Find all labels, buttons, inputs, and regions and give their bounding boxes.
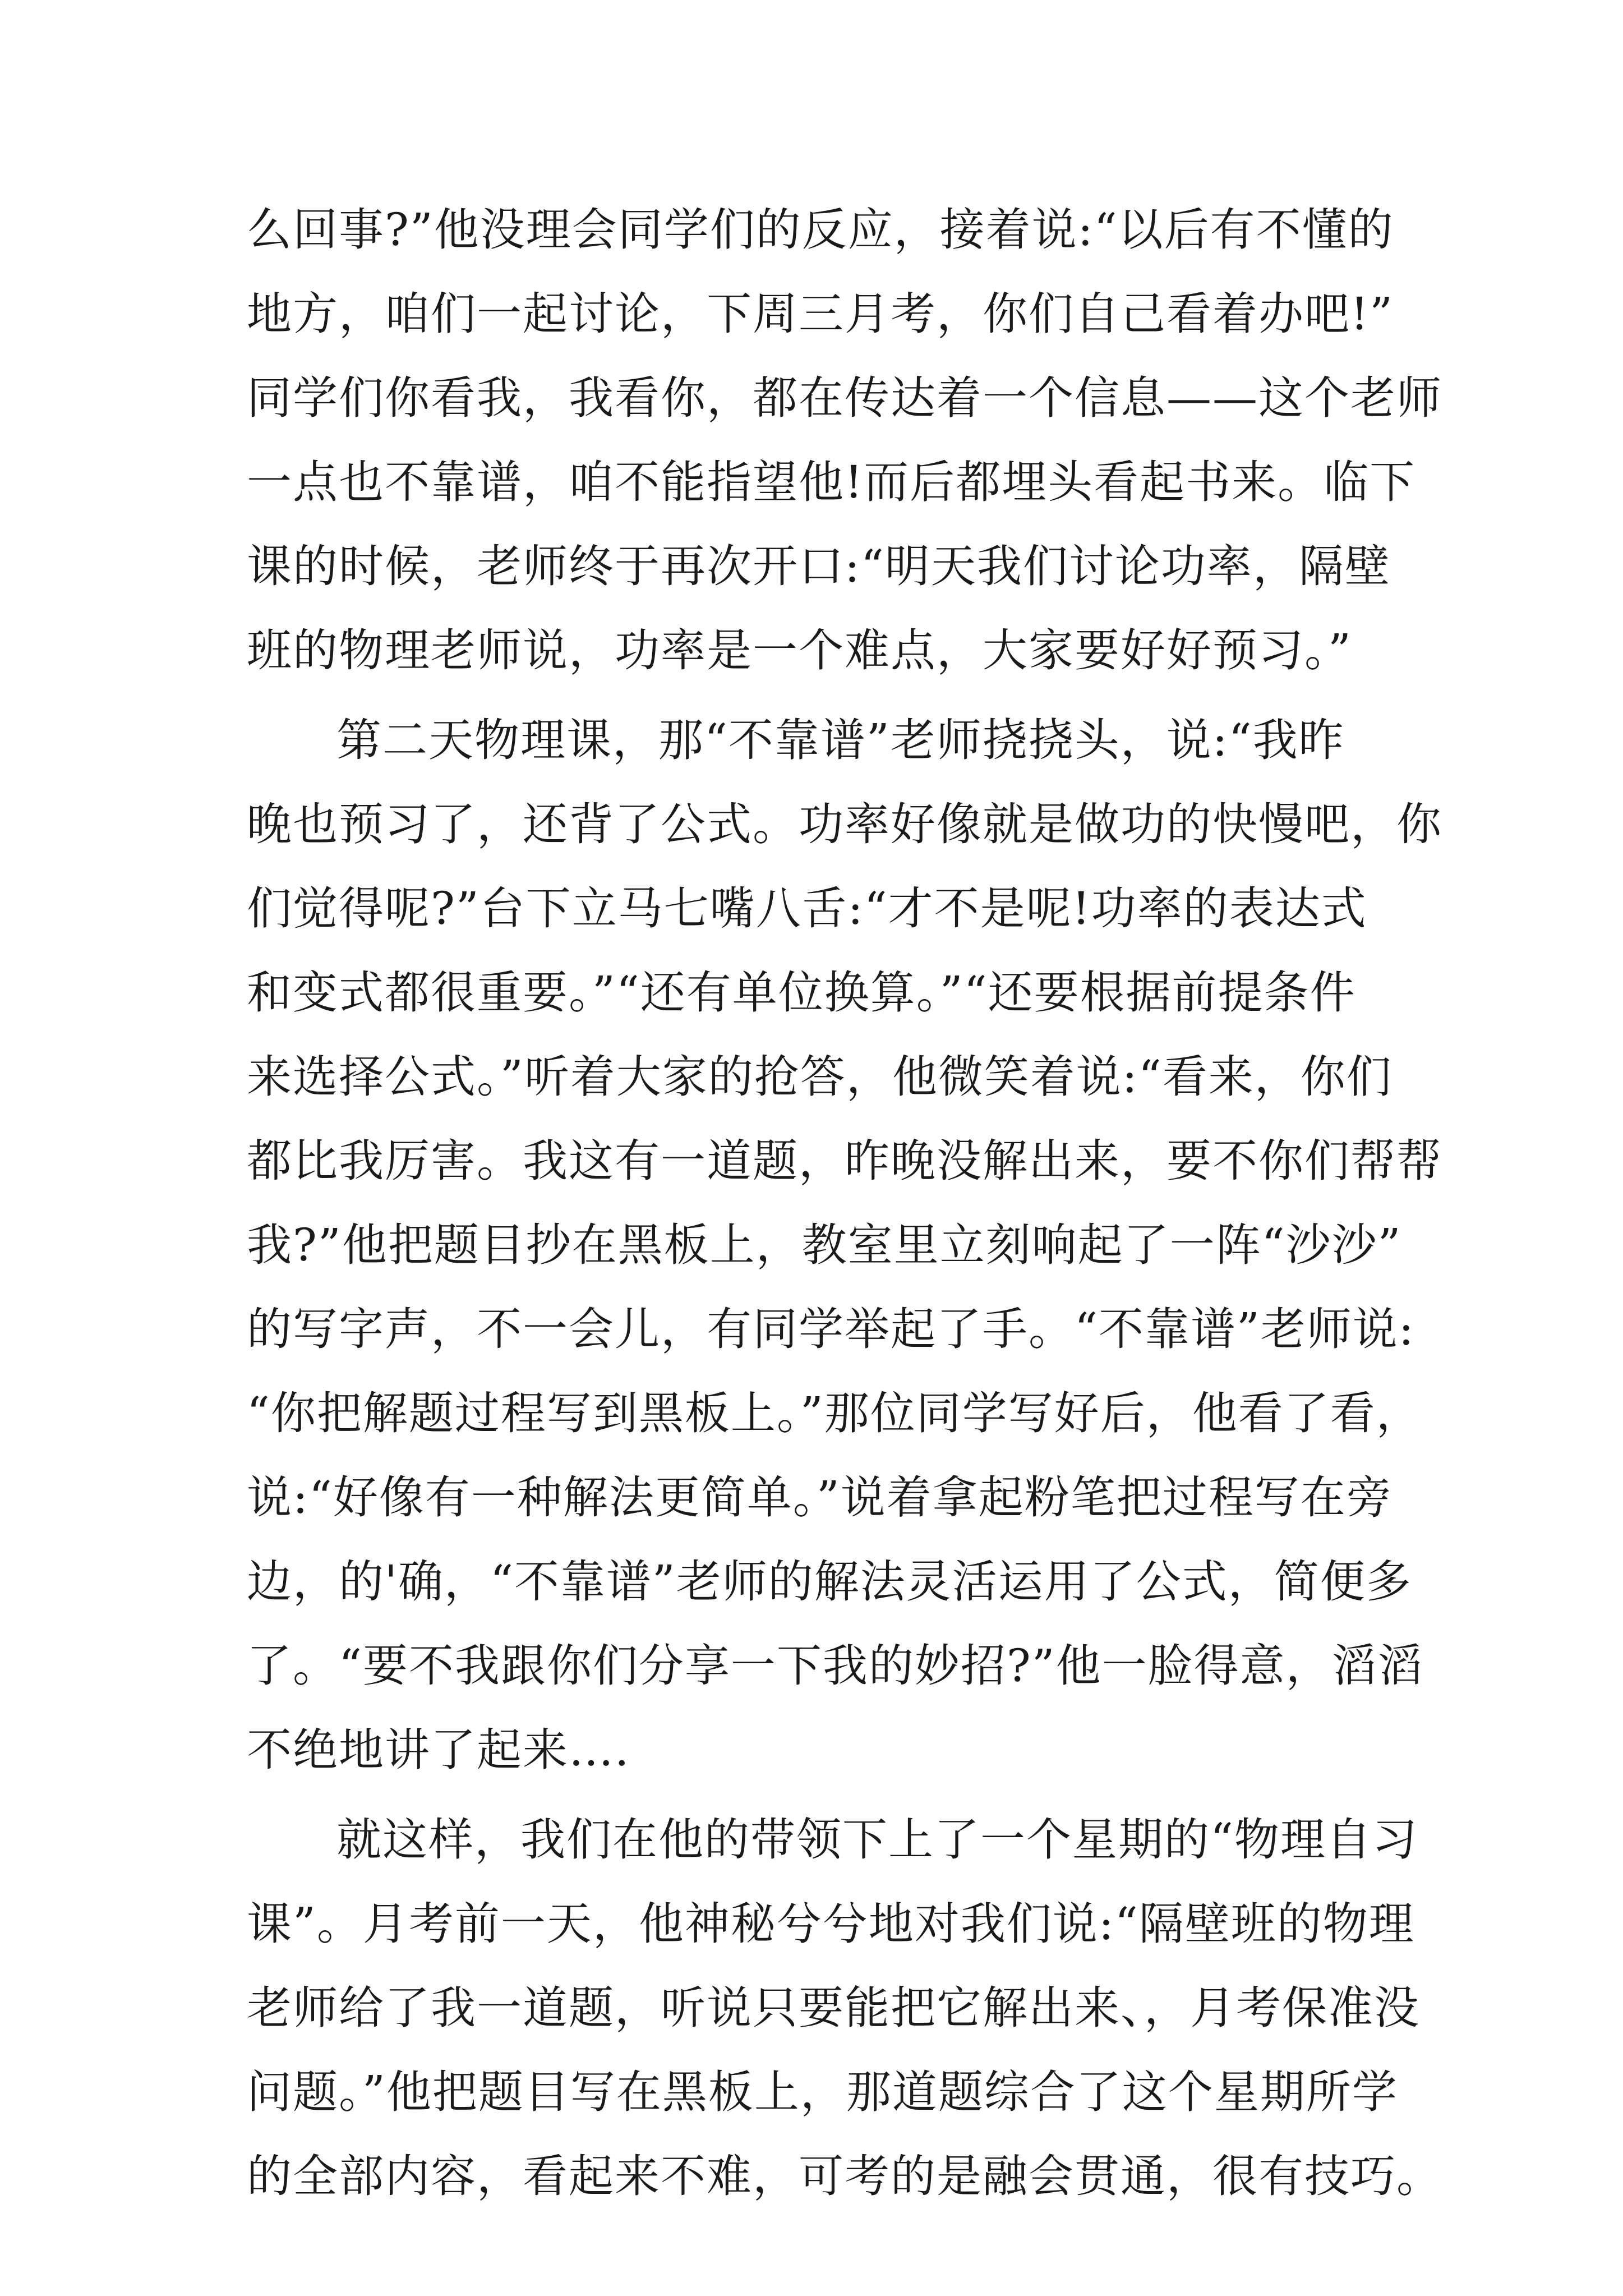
- text-line: 地方，咱们一起讨论，下周三月考，你们自己看着办吧!”: [247, 288, 1394, 340]
- text-line: 的全部内容，看起来不难，可考的是融会贯通，很有技巧。: [247, 2150, 1442, 2202]
- paragraph-2: [247, 698, 1442, 2219]
- text-line: 了。“要不我跟你们分享一下我的妙招?”他一脸得意，滔滔: [247, 1640, 1424, 1692]
- text-line: 边，的'确，“不靠谱”老师的解法灵活运用了公式，简便多: [247, 1556, 1412, 1608]
- text-line: 晚也预习了，还背了公式。功率好像就是做功的快慢吧，你: [247, 798, 1442, 850]
- text-line-first: 第二天物理课，那“不靠谱”老师挠挠头，说:“我昨: [336, 714, 1345, 766]
- text-line: 我?”他把题目抄在黑板上，教室里立刻响起了一阵“沙沙”: [247, 1219, 1402, 1271]
- text-line: 的写字声，不一会儿，有同学举起了手。“不靠谱”老师说:: [247, 1303, 1415, 1355]
- body-text: [247, 188, 1442, 2219]
- text-line: 课”。月考前一天，他神秘兮兮地对我们说:“隔壁班的物理: [247, 1898, 1415, 1950]
- text-line-first: 就这样，我们在他的带领下上了一个星期的“物理自习: [336, 1814, 1418, 1866]
- text-line: 课的时候，老师终于再次开口:“明天我们讨论功率，隔壁: [247, 540, 1391, 592]
- text-line: “你把解题过程写到黑板上。”那位同学写好后，他看了看，: [247, 1387, 1422, 1439]
- text-line: 一点也不靠谱，咱不能指望他!而后都埋头看起书来。临下: [247, 456, 1416, 508]
- text-line: 来选择公式。”听着大家的抢答，他微笑着说:“看来，你们: [247, 1051, 1393, 1103]
- text-line: 问题。”他把题目写在黑板上，那道题综合了这个星期所学: [247, 2066, 1398, 2118]
- text-line: 说:“好像有一种解法更简单。”说着拿起粉笔把过程写在旁: [247, 1471, 1393, 1524]
- text-line: 不绝地讲了起来….: [247, 1724, 630, 1776]
- paragraph-1: [247, 188, 1442, 693]
- text-line: 都比我厉害。我这有一道题，昨晚没解出来，要不你们帮帮: [247, 1135, 1442, 1187]
- text-line: 班的物理老师说，功率是一个难点，大家要好好预习。”: [247, 624, 1352, 677]
- text-line: 和变式都很重要。”“还有单位换算。”“还要根据前提条件: [247, 967, 1356, 1019]
- text-line: 同学们你看我，我看你，都在传达着一个信息——这个老师: [247, 372, 1442, 424]
- text-line: 么回事?”他没理会同学们的反应，接着说:“以后有不懂的: [247, 204, 1394, 256]
- text-line: 们觉得呢?”台下立马七嘴八舌:“才不是呢!功率的表达式: [247, 882, 1367, 935]
- text-line: 老师给了我一道题，听说只要能把它解出来、，月考保准没: [247, 1982, 1420, 2034]
